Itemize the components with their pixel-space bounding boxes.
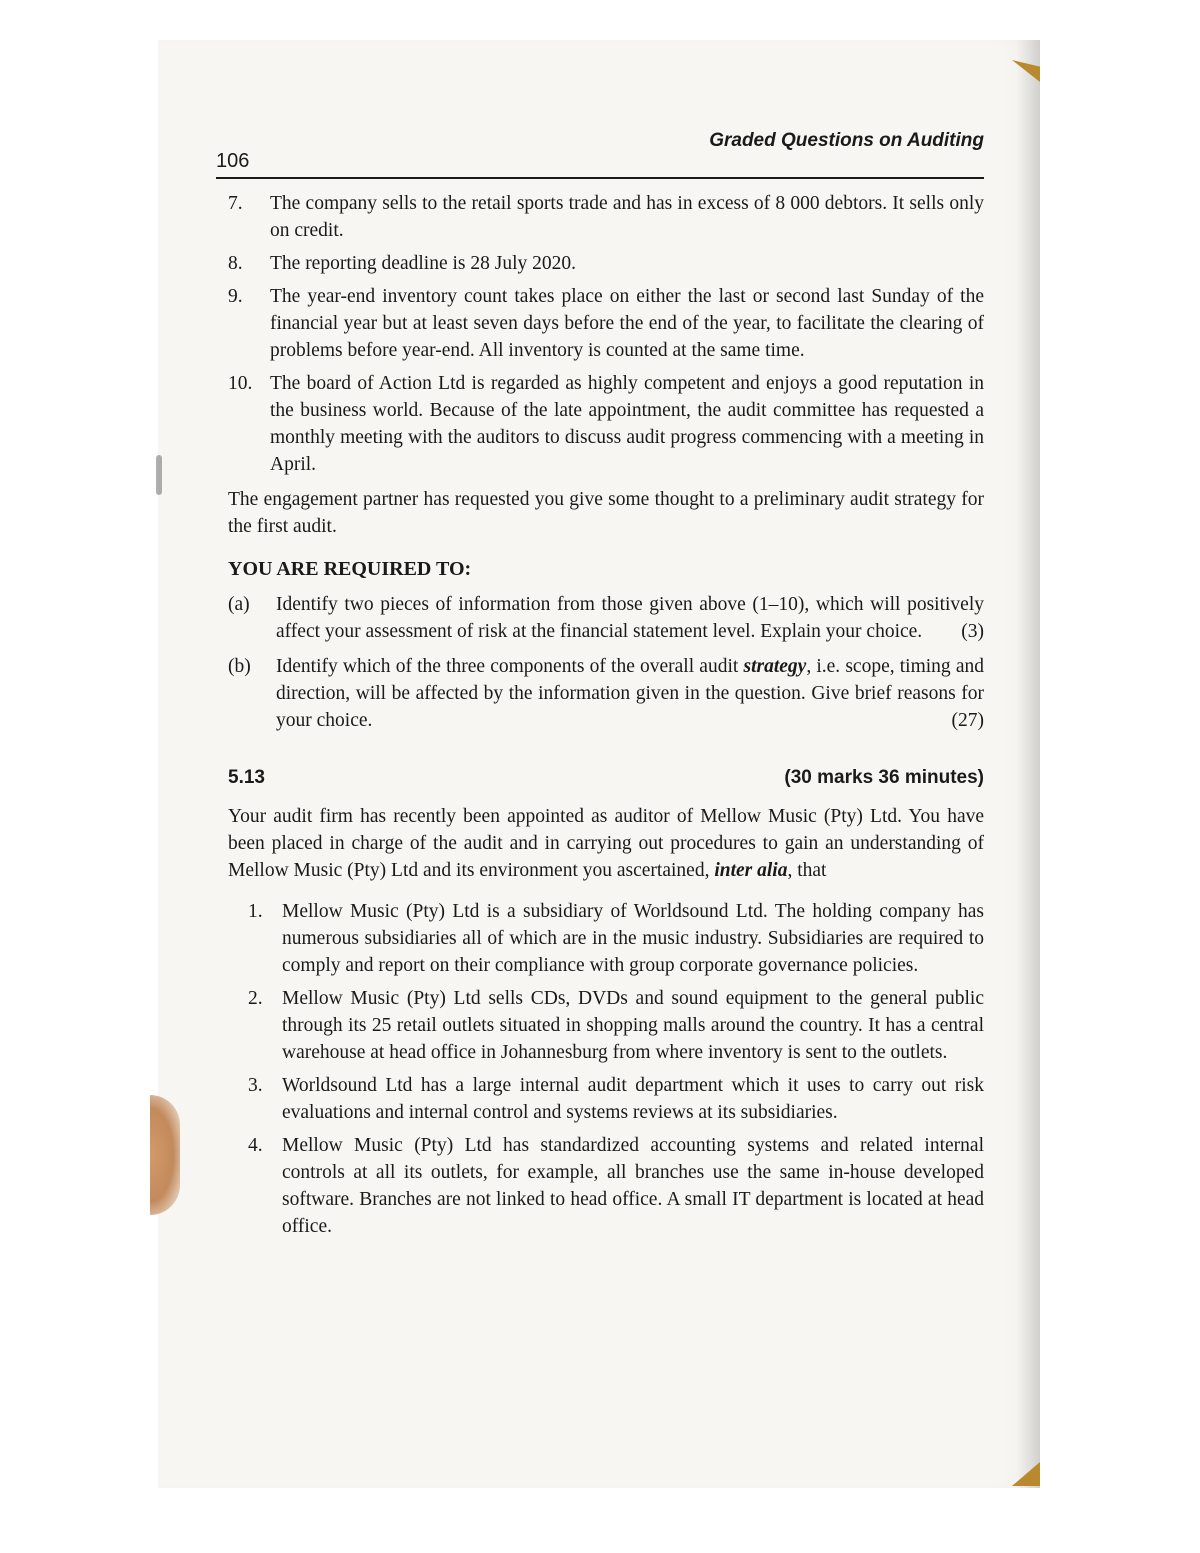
question-number: 5.13 [228,767,265,788]
list-item: 3. Worldsound Ltd has a large internal audit department which it uses to carry out risk evaluations and internal control and systems reviews at its subsidiaries. [248,1075,984,1123]
list-part2 [228,898,984,1240]
list-item: 9. The year-end inventory count takes place on either the last or second last Sunday of the financial year but at least seven days before the end of the year, to facilitate the clearing of problems before year-end. All inventory is counted at the same time. [228,286,984,361]
list-item: 8. The reporting deadline is 28 July 2020. [228,253,576,274]
list-item: 1. Mellow Music (Pty) Ltd is a subsidiary of Worldsound Ltd. The holding company has numerous subsidiaries all of which are in the music industry. Subsidiaries are required to comply and report on their compliance with group corporate governance policies. [248,901,984,976]
page-header [216,130,984,180]
page-edge-shadow [1016,40,1040,1488]
list-item: 7. The company sells to the retail sports trade and has in excess of 8 000 debtors. It sells only on credit. [228,193,984,241]
list-item: 4. Mellow Music (Pty) Ltd has standardized accounting systems and related internal controls at all its outlets, for example, all branches use the same in-house developed software. Branches are not linked to head office. A small IT department is located at head office. [248,1135,984,1237]
marks-b: (27) [951,710,984,731]
question-heading [228,764,984,791]
question-intro: Your audit firm has recently been appointed as auditor of Mellow Music (Pty) Ltd. You have been placed in charge of the audit and in carrying out procedures to gain an understanding of Mellow Music (Pty) Ltd and its environment you ascertained, inter alia, that [228,806,984,881]
margin-mark [156,455,162,495]
list-item: 10. The board of Action Ltd is regarded as highly competent and enjoys a good reputation in the business world. Because of the late appointment, the audit committee has requested a monthly meeting with the auditors to discuss audit progress commencing with a meeting in April. [228,373,984,475]
marks-a: (3) [961,621,984,642]
requirement-b: (b) Identify which of the three components of the overall audit strategy, i.e. scope, timing and direction, will be affected by the information given in the question. Give brief reasons for your choice. (27) [228,653,984,734]
running-title: Graded Questions on Auditing [709,130,984,151]
header-rule [216,177,984,179]
requirement-a: (a) Identify two pieces of information from those given above (1–10), which will positively affect your assessment of risk at the financial statement level. Explain your choice. (3) [228,591,984,645]
page-content [228,190,984,1246]
inter-alia: inter alia [714,860,788,881]
list-item: 2. Mellow Music (Pty) Ltd sells CDs, DVDs and sound equipment to the general public through its 25 retail outlets situated in shopping malls around the country. It has a central warehouse at head office in Johannesburg from where inventory is sent to the outlets. [248,988,984,1063]
question-marks: (30 marks 36 minutes) [784,767,984,788]
list-part1 [228,190,984,478]
partner-request: The engagement partner has requested you give some thought to a preliminary audit strategy for the first audit. [228,489,984,537]
required-heading: YOU ARE REQUIRED TO: [228,558,472,580]
page-number: 106 [216,150,250,172]
thumb-holding-page [150,1095,180,1215]
emphasis-strategy: strategy [743,656,807,677]
